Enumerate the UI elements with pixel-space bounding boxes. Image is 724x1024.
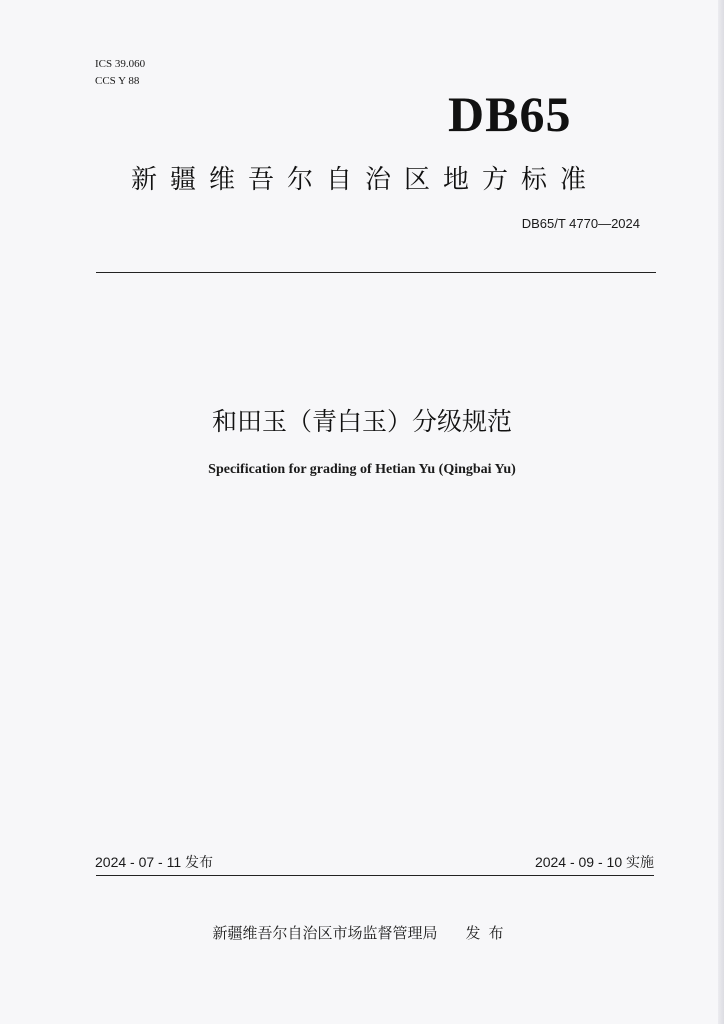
standard-number: DB65/T 4770—2024 [521, 216, 640, 231]
ics-code: ICS 39.060 [95, 58, 146, 70]
document-title-chinese: 和田玉（青白玉）分级规范 [211, 407, 512, 436]
document-title-english: Specification for grading of Hetian Yu (Qingbai Yu) [208, 462, 516, 477]
implementation-date: 2024 - 09 - 10 实施 [534, 854, 654, 870]
db-logo: DB65 [448, 86, 572, 142]
issue-date: 2024 - 07 - 11 发布 [95, 854, 214, 870]
page-edge [718, 0, 724, 1024]
issuer-action: 发布 [465, 924, 512, 942]
issuer-name: 新疆维吾尔自治区市场监督管理局 [212, 924, 438, 942]
classification-codes [95, 56, 145, 90]
header-divider [96, 272, 656, 273]
ccs-code: CCS Y 88 [95, 75, 140, 87]
standard-type-heading: 新疆维吾尔自治区地方标准 [130, 165, 599, 195]
issuer-line [0, 922, 724, 943]
footer-divider [96, 875, 654, 876]
